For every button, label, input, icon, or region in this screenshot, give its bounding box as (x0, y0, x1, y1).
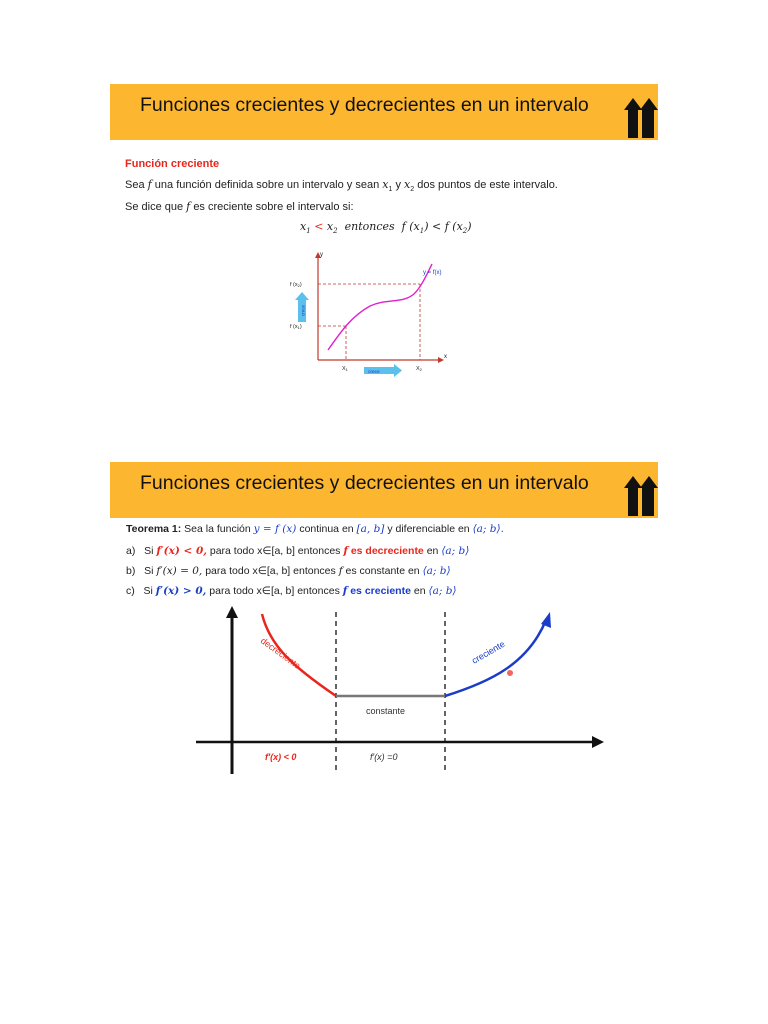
subscript: 2 (333, 227, 338, 236)
curve-label: y = f(x) (423, 270, 442, 276)
definition-line-1 (125, 178, 558, 193)
x-label: x (444, 354, 447, 360)
logo-icon (624, 96, 658, 138)
text-segment: en (426, 545, 439, 557)
x1-label: X1 (342, 366, 348, 372)
decreciente-label: decreciente (258, 635, 303, 671)
item-letter: b) (126, 565, 136, 577)
theorem-item-a (126, 545, 469, 557)
theorem-label: Teorema 1: (126, 523, 182, 535)
math-condition: f′(x) < 0, (156, 545, 207, 557)
horizontal-grow-arrow (364, 364, 402, 377)
math-f: f (342, 585, 348, 597)
text-segment: Sea la función (184, 523, 251, 535)
subscript: 2 (410, 186, 415, 194)
math-f: f (147, 178, 152, 191)
subscript: 2 (462, 227, 468, 236)
math-equation: y = f (x) (253, 523, 297, 535)
vertical-grow-arrow (295, 292, 309, 322)
then-word: entonces (344, 220, 395, 233)
text-segment: es creciente sobre el intervalo si: (193, 201, 354, 213)
theorem-statement (126, 523, 504, 535)
text-segment: para todo x∈[a, b] entonces (209, 585, 340, 597)
x-axis-arrow-icon (592, 736, 604, 748)
slide-banner (110, 84, 658, 140)
text-segment: Si (143, 585, 153, 597)
text-segment: en (407, 565, 420, 577)
math-x2: x (404, 178, 411, 191)
math-fx1: f (x (401, 220, 420, 233)
less-than: < (431, 220, 442, 233)
slide-banner (110, 462, 658, 518)
increasing-function-graph (280, 248, 450, 378)
math-fx2: f (x (444, 220, 463, 233)
crece-vertical-label: crece (300, 304, 306, 316)
constante-label: constante (366, 706, 406, 716)
text-segment: continua en (299, 523, 354, 535)
theorem-item-c (126, 585, 457, 597)
text-segment: en (413, 585, 426, 597)
function-curve (328, 264, 432, 350)
definition-line-2 (125, 200, 354, 213)
increasing-curve (445, 620, 546, 696)
section-heading: Función creciente (125, 158, 220, 170)
math-f: f (338, 565, 343, 577)
math-f: f (343, 545, 348, 557)
math-x2: x (326, 220, 334, 233)
zero-derivative-label: f′(x) =0 (370, 752, 398, 762)
text-segment: Sea (125, 179, 145, 191)
text-segment: para todo x∈[a, b] entonces (209, 545, 341, 557)
y-label: y (320, 252, 323, 258)
theorem-item-b (126, 565, 451, 577)
math-open-interval: ⟨a; b⟩ (422, 565, 451, 577)
decreasing-curve (262, 614, 336, 696)
text-segment: una función definida sobre un intervalo y sean (154, 179, 380, 191)
math-f: f (186, 200, 191, 213)
slide-title: Funciones crecientes y decrecientes en un intervalo (140, 94, 589, 116)
paren: ) (467, 220, 472, 233)
subscript: 1 (388, 186, 393, 194)
math-open-interval: ⟨a; b⟩. (472, 523, 504, 535)
negative-derivative-label: f′(x) < 0 (265, 752, 297, 762)
logo-icon (624, 474, 658, 516)
derivative-sign-graph (110, 604, 658, 780)
item-letter: c) (126, 585, 135, 597)
item-result: es decreciente (350, 545, 424, 557)
text-segment: para todo x∈[a, b] entonces (205, 565, 336, 577)
text-segment: y (395, 179, 401, 191)
text-segment: Si (144, 565, 154, 577)
subscript: 1 (306, 227, 311, 236)
fx1-label: f (x1) (290, 324, 302, 330)
math-interval: [a, b] (356, 523, 385, 535)
subscript: 1 (419, 227, 425, 236)
math-condition: f′(x) = 0, (156, 565, 203, 577)
creciente-label: creciente (470, 638, 507, 666)
text-segment: y diferenciable en (387, 523, 470, 535)
text-segment: dos puntos de este intervalo. (417, 179, 558, 191)
math-open-interval: ⟨a; b⟩ (441, 545, 470, 557)
math-x1: x (382, 178, 389, 191)
item-result: es constante (345, 565, 406, 577)
less-than: < (314, 220, 324, 233)
fx2-label: f (x2) (290, 282, 302, 288)
y-axis-arrow-icon (226, 606, 238, 618)
slide-theorem (110, 462, 658, 780)
slide-title: Funciones crecientes y decrecientes en un intervalo (140, 472, 589, 494)
text-segment: Si (144, 545, 154, 557)
pointer-dot (507, 670, 513, 676)
slide-increasing-function (110, 84, 658, 380)
x2-label: X2 (416, 366, 422, 372)
math-condition: f′(x) > 0, (155, 585, 207, 597)
crece-horizontal-label: crece (368, 370, 380, 375)
item-letter: a) (126, 545, 136, 557)
paren: ) (424, 220, 429, 233)
item-result: es creciente (350, 585, 411, 597)
condition-formula (300, 220, 472, 235)
math-open-interval: ⟨a; b⟩ (428, 585, 457, 597)
text-segment: Se dice que (125, 201, 184, 213)
math-x1: x (300, 220, 307, 233)
